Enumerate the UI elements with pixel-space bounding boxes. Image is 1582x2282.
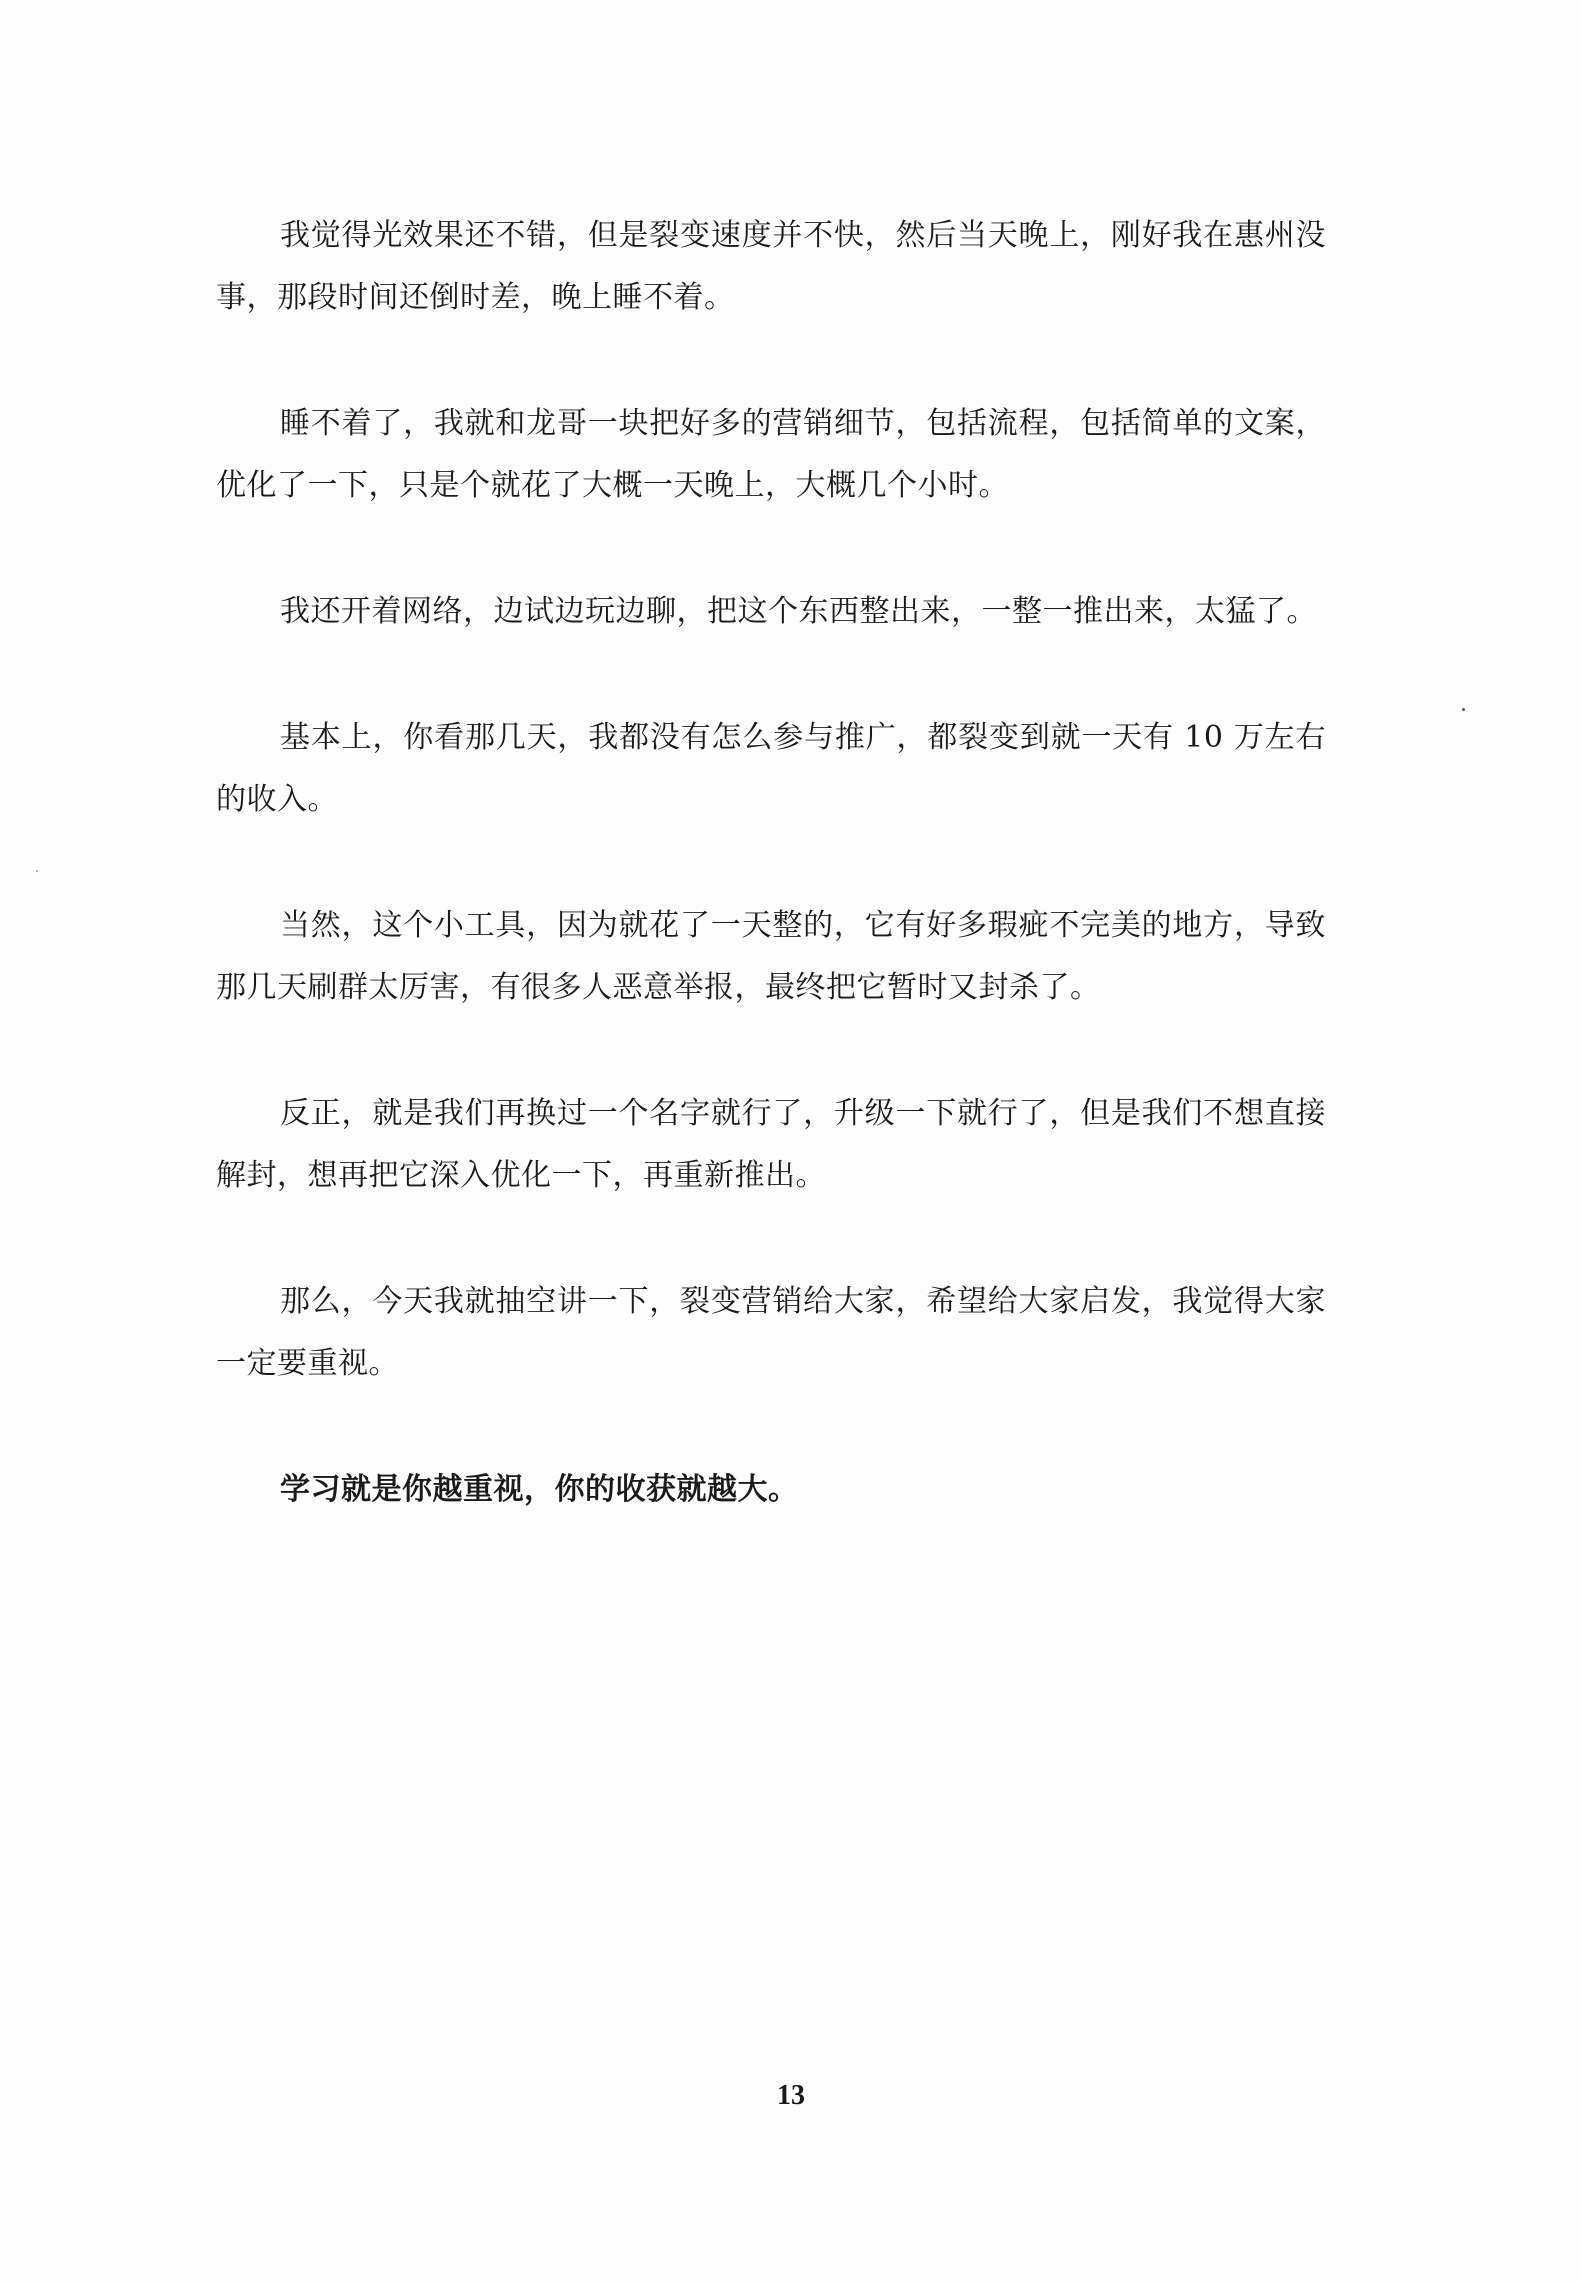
paragraph: 我觉得光效果还不错，但是裂变速度并不快，然后当天晚上，刚好我在惠州没事，那段时间还倒时差，晚上睡不着。 — [216, 218, 1326, 315]
paragraph: 那么，今天我就抽空讲一下，裂变营销给大家，希望给大家启发，我觉得大家一定要重视。 — [216, 1284, 1326, 1381]
paragraph: 反正，就是我们再换过一个名字就行了，升级一下就行了，但是我们不想直接解封，想再把它深入优化一下，再重新推出。 — [216, 1096, 1326, 1193]
scan-speck — [36, 870, 38, 872]
page-number: 13 — [777, 2080, 805, 2111]
paragraph: 我还开着网络，边试边玩边聊，把这个东西整出来，一整一推出来，太猛了。 — [280, 594, 1317, 629]
document-body — [216, 205, 1326, 1585]
paragraph: 睡不着了，我就和龙哥一块把好多的营销细节，包括流程，包括简单的文案，优化了一下，只是个就花了大概一天晚上，大概几个小时。 — [216, 406, 1326, 503]
scan-speck — [1462, 708, 1465, 711]
paragraph: 当然，这个小工具，因为就花了一天整的，它有好多瑕疵不完美的地方，导致那几天刷群太厉害，有很多人恶意举报，最终把它暂时又封杀了。 — [216, 908, 1326, 1005]
paragraph: 基本上，你看那几天，我都没有怎么参与推广，都裂变到就一天有 10 万左右的收入。 — [216, 720, 1326, 817]
closing-bold-paragraph: 学习就是你越重视，你的收获就越大。 — [280, 1472, 799, 1507]
